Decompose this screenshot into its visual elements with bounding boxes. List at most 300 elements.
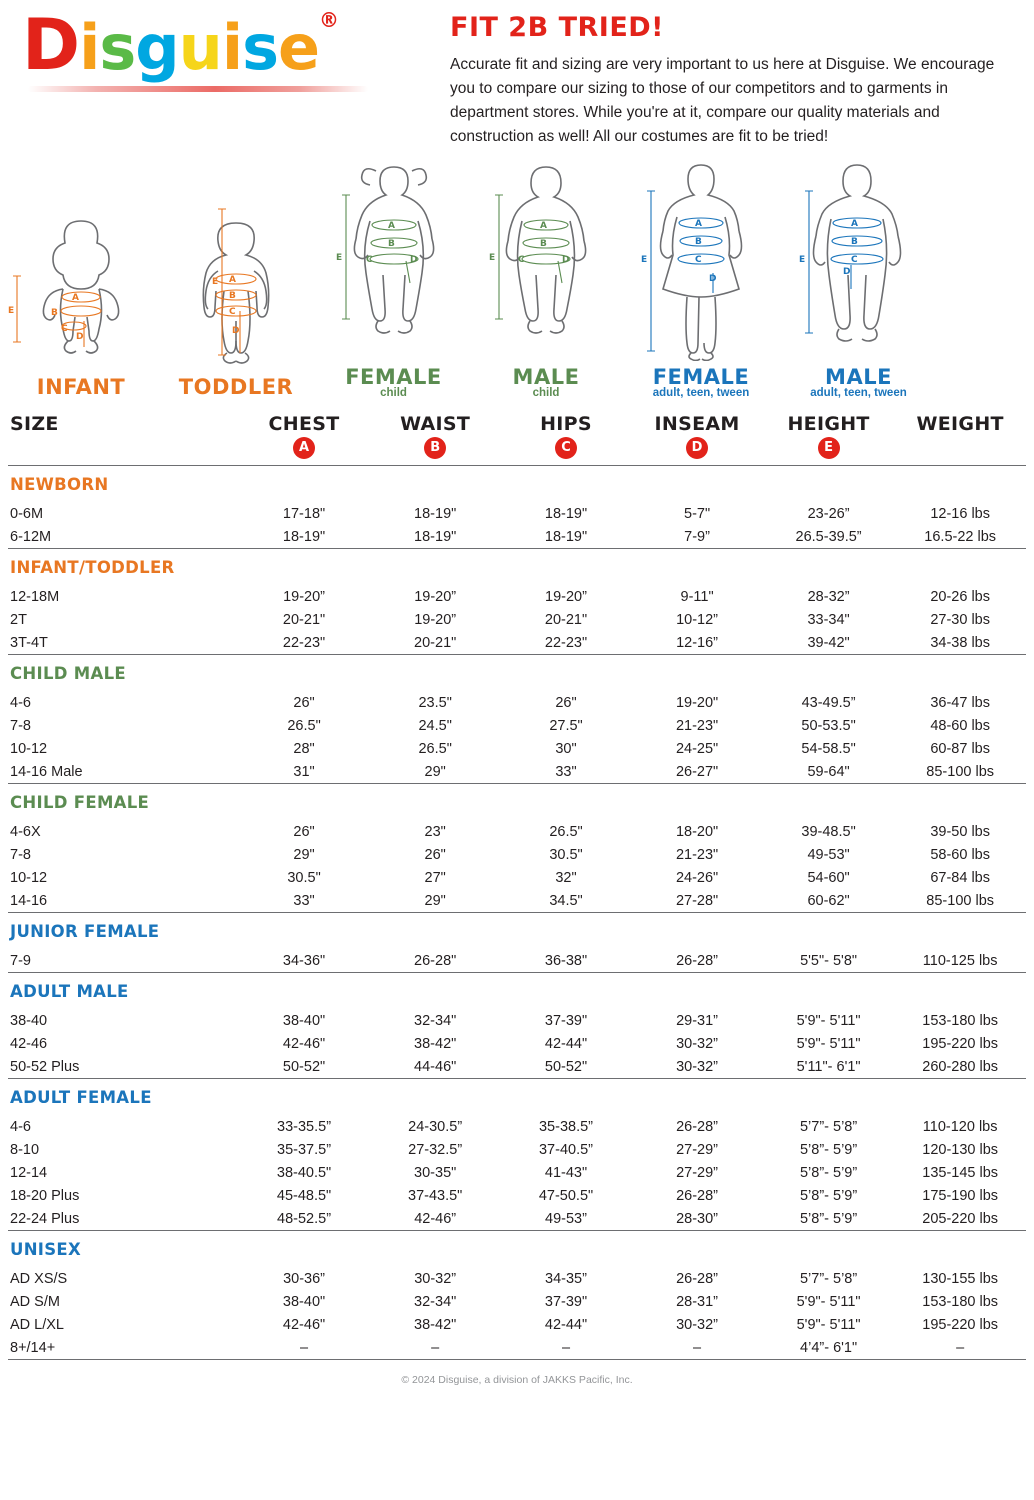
toddler-figure-svg bbox=[156, 171, 316, 371]
cell-height: 5'9"- 5'11" bbox=[796, 1035, 861, 1052]
cell-inseam: 5-7" bbox=[684, 505, 711, 522]
adult-female-illustration bbox=[621, 161, 781, 361]
cell-chest: 17-18" bbox=[282, 505, 326, 522]
col-header-size: SIZE bbox=[10, 413, 59, 436]
group-header-label: UNISEX bbox=[10, 1240, 82, 1260]
table-head bbox=[8, 413, 1026, 465]
cell-waist: 19-20” bbox=[414, 611, 457, 628]
cell-inseam: 9-11" bbox=[680, 588, 714, 605]
cell-weight: 60-87 lbs bbox=[930, 740, 990, 757]
svg-text:B: B bbox=[851, 237, 858, 248]
table-row bbox=[8, 1161, 1026, 1184]
cell-size: 8+/14+ bbox=[10, 1339, 56, 1356]
svg-text:D: D bbox=[76, 332, 84, 343]
group-header-row bbox=[8, 913, 1026, 950]
cell-size: 6-12M bbox=[10, 528, 52, 545]
cell-chest: 38-40" bbox=[282, 1012, 326, 1029]
cell-chest: 33-35.5” bbox=[277, 1118, 332, 1135]
group-header-row bbox=[8, 784, 1026, 821]
logo-letter-e: e bbox=[277, 11, 320, 84]
table-row bbox=[8, 525, 1026, 548]
figure-sublabel-child-female: child bbox=[380, 387, 407, 400]
cell-waist: 18-19" bbox=[414, 505, 457, 522]
cell-hips: 34.5" bbox=[549, 892, 583, 909]
badge-cell-waist bbox=[370, 437, 501, 465]
cell-inseam: – bbox=[693, 1339, 702, 1356]
cell-hips: 34-35” bbox=[545, 1270, 587, 1287]
table-row bbox=[8, 760, 1026, 783]
cell-waist: 30-35" bbox=[414, 1164, 457, 1181]
col-header-waist: WAIST bbox=[400, 413, 471, 436]
table-row bbox=[8, 1138, 1026, 1161]
cell-weight: 110-120 lbs bbox=[922, 1118, 998, 1135]
table-row bbox=[8, 1313, 1026, 1336]
cell-hips: 42-44" bbox=[544, 1316, 588, 1333]
table-row bbox=[8, 866, 1026, 889]
svg-text:D: D bbox=[562, 255, 570, 266]
group-header-row bbox=[8, 1079, 1026, 1116]
badge-b: B bbox=[424, 437, 446, 459]
figure-child-male bbox=[471, 161, 621, 399]
cell-inseam: 28-30” bbox=[676, 1210, 719, 1227]
cell-weight: 34-38 lbs bbox=[930, 634, 990, 651]
adult-male-illustration bbox=[781, 161, 936, 361]
group-header-label: ADULT FEMALE bbox=[10, 1088, 152, 1108]
cell-hips: 41-43" bbox=[544, 1164, 588, 1181]
registered-mark: ® bbox=[319, 8, 339, 32]
cell-hips: 42-44" bbox=[544, 1035, 588, 1052]
table-row bbox=[8, 1184, 1026, 1207]
cell-height: 5'9"- 5'11" bbox=[796, 1012, 861, 1029]
cell-size: 10-12 bbox=[10, 740, 48, 757]
logo-letter-d: D bbox=[22, 4, 80, 86]
cell-waist: 38-42" bbox=[414, 1316, 457, 1333]
cell-chest: 29" bbox=[293, 846, 315, 863]
cell-hips: 37-39" bbox=[544, 1293, 588, 1310]
cell-height: 54-60" bbox=[807, 869, 850, 886]
cell-inseam: 26-28” bbox=[676, 1118, 719, 1135]
cell-waist: 38-42" bbox=[414, 1035, 457, 1052]
cell-height: 4’4”- 6'1" bbox=[800, 1339, 858, 1356]
cell-chest: 30.5" bbox=[287, 869, 321, 886]
table-row bbox=[8, 608, 1026, 631]
table-body bbox=[8, 465, 1026, 1360]
badge-cell-inseam bbox=[631, 437, 763, 465]
cell-hips: 26.5" bbox=[549, 823, 583, 840]
table-row bbox=[8, 714, 1026, 737]
group-header-row bbox=[8, 973, 1026, 1010]
cell-waist: 32-34" bbox=[414, 1012, 457, 1029]
table-row bbox=[8, 949, 1026, 972]
cell-height: 5’7”- 5’8” bbox=[799, 1270, 858, 1287]
cell-weight: 175-190 lbs bbox=[922, 1187, 999, 1204]
svg-text:D: D bbox=[410, 255, 418, 266]
cell-weight: 20-26 lbs bbox=[930, 588, 990, 605]
cell-inseam: 18-20" bbox=[675, 823, 719, 840]
group-header-label: INFANT/TODDLER bbox=[10, 558, 175, 578]
logo-underline-swoosh bbox=[28, 86, 368, 92]
cell-chest: 20-21" bbox=[282, 611, 326, 628]
svg-text:D: D bbox=[843, 267, 851, 278]
svg-text:E: E bbox=[489, 253, 496, 264]
table-row bbox=[8, 1009, 1026, 1032]
size-table-wrap bbox=[0, 399, 1034, 1360]
cell-height: 5'9"- 5'11" bbox=[796, 1316, 861, 1333]
cell-inseam: 24-26" bbox=[675, 869, 719, 886]
cell-chest: 26.5" bbox=[287, 717, 321, 734]
logo-letter-i2: i bbox=[221, 11, 243, 84]
cell-weight: 58-60 lbs bbox=[930, 846, 990, 863]
svg-text:B: B bbox=[540, 239, 547, 250]
cell-hips: 32" bbox=[555, 869, 577, 886]
cell-hips: 50-52" bbox=[544, 1058, 588, 1075]
figure-label-infant: INFANT bbox=[36, 375, 126, 400]
figure-adult-female bbox=[621, 161, 781, 399]
brand-logo bbox=[12, 4, 442, 149]
cell-hips: 33" bbox=[555, 763, 577, 780]
col-header-hips: HIPS bbox=[540, 413, 592, 436]
cell-height: 60-62" bbox=[807, 892, 850, 909]
cell-chest: 42-46" bbox=[282, 1316, 326, 1333]
cell-weight: 195-220 lbs bbox=[922, 1316, 999, 1333]
svg-text:B: B bbox=[695, 237, 702, 248]
cell-size: 4-6 bbox=[10, 1118, 31, 1135]
svg-text:C: C bbox=[61, 324, 68, 335]
cell-waist: 23.5" bbox=[418, 694, 452, 711]
table-row bbox=[8, 1267, 1026, 1290]
badge-c: C bbox=[555, 437, 577, 459]
cell-inseam: 24-25" bbox=[675, 740, 719, 757]
table-row bbox=[8, 585, 1026, 608]
group-header-row bbox=[8, 549, 1026, 586]
cell-inseam: 26-28” bbox=[676, 1270, 719, 1287]
cell-hips: 30.5" bbox=[549, 846, 583, 863]
table-row bbox=[8, 1055, 1026, 1078]
cell-inseam: 28-31” bbox=[676, 1293, 719, 1310]
cell-size: 10-12 bbox=[10, 869, 48, 886]
cell-chest: 22-23" bbox=[282, 634, 326, 651]
svg-text:E: E bbox=[8, 306, 15, 317]
cell-inseam: 27-28" bbox=[675, 892, 719, 909]
cell-size: 14-16 bbox=[10, 892, 48, 909]
logo-letter-g: g bbox=[135, 11, 179, 84]
badge-row bbox=[8, 437, 1026, 465]
svg-text:A: A bbox=[540, 221, 547, 232]
cell-weight: 153-180 lbs bbox=[922, 1293, 999, 1310]
infant-illustration bbox=[6, 171, 156, 371]
cell-height: 5’8”- 5’9” bbox=[799, 1210, 858, 1227]
cell-waist: 24-30.5” bbox=[408, 1118, 463, 1135]
cell-chest: 28" bbox=[293, 740, 315, 757]
cell-waist: 20-21" bbox=[414, 634, 457, 651]
cell-height: 59-64" bbox=[807, 763, 850, 780]
cell-size: AD S/M bbox=[10, 1293, 60, 1310]
col-header-inseam: INSEAM bbox=[654, 413, 740, 436]
cell-weight: 85-100 lbs bbox=[926, 892, 995, 909]
logo-wordmark bbox=[22, 4, 442, 86]
svg-text:C: C bbox=[229, 307, 236, 318]
cell-height: 5'5"- 5'8" bbox=[800, 952, 858, 969]
svg-text:C: C bbox=[851, 255, 858, 266]
cell-height: 5’8”- 5’9” bbox=[799, 1141, 858, 1158]
cell-height: 26.5-39.5” bbox=[795, 528, 862, 545]
badge-a: A bbox=[293, 437, 315, 459]
col-header-chest: CHEST bbox=[268, 413, 340, 436]
cell-chest: 50-52" bbox=[282, 1058, 326, 1075]
cell-chest: 33" bbox=[293, 892, 315, 909]
cell-weight: 12-16 lbs bbox=[930, 505, 990, 522]
cell-chest: 45-48.5" bbox=[276, 1187, 332, 1204]
cell-inseam: 7-9” bbox=[684, 528, 710, 545]
cell-chest: 30-36” bbox=[283, 1270, 325, 1287]
figure-toddler bbox=[156, 171, 316, 399]
cell-size: 18-20 Plus bbox=[10, 1187, 80, 1204]
cell-height: 5'9"- 5'11" bbox=[796, 1293, 861, 1310]
cell-waist: 42-46” bbox=[414, 1210, 457, 1227]
cell-chest: 35-37.5” bbox=[277, 1141, 332, 1158]
group-header-row bbox=[8, 466, 1026, 503]
cell-hips: 47-50.5" bbox=[538, 1187, 594, 1204]
cell-hips: 22-23" bbox=[544, 634, 588, 651]
cell-waist: 18-19" bbox=[414, 528, 457, 545]
cell-size: 12-18M bbox=[10, 588, 60, 605]
logo-letter-s2: s bbox=[242, 11, 278, 84]
svg-text:A: A bbox=[72, 293, 79, 304]
table-row bbox=[8, 820, 1026, 843]
col-header-height: HEIGHT bbox=[787, 413, 870, 436]
svg-text:C: C bbox=[695, 255, 702, 266]
cell-waist: – bbox=[431, 1339, 440, 1356]
col-header-weight: WEIGHT bbox=[916, 413, 1004, 436]
cell-hips: 19-20” bbox=[545, 588, 587, 605]
table-row bbox=[8, 1290, 1026, 1313]
table-row bbox=[8, 843, 1026, 866]
cell-inseam: 12-16” bbox=[676, 634, 719, 651]
cell-size: AD XS/S bbox=[10, 1270, 68, 1287]
cell-size: 8-10 bbox=[10, 1141, 40, 1158]
cell-size: 50-52 Plus bbox=[10, 1058, 80, 1075]
cell-size: 7-9 bbox=[10, 952, 31, 969]
cell-size: 3T-4T bbox=[10, 634, 48, 651]
cell-hips: 35-38.5” bbox=[538, 1118, 593, 1135]
cell-waist: 19-20” bbox=[414, 588, 457, 605]
cell-hips: 36-38" bbox=[544, 952, 588, 969]
svg-text:D: D bbox=[232, 326, 240, 337]
figure-label-child-male: MALE bbox=[512, 365, 580, 390]
cell-waist: 27-32.5” bbox=[408, 1141, 463, 1158]
cell-size: 0-6M bbox=[10, 505, 44, 522]
cell-hips: 30" bbox=[555, 740, 577, 757]
intro-block bbox=[442, 10, 1022, 149]
cell-chest: 26" bbox=[293, 823, 315, 840]
cell-weight: 16.5-22 lbs bbox=[924, 528, 997, 545]
cell-inseam: 26-28” bbox=[676, 1187, 719, 1204]
infant-figure-svg bbox=[6, 171, 156, 371]
cell-chest: 31" bbox=[293, 763, 315, 780]
cell-hips: 37-39" bbox=[544, 1012, 588, 1029]
cell-height: 43-49.5” bbox=[801, 694, 856, 711]
cell-size: 42-46 bbox=[10, 1035, 48, 1052]
svg-text:A: A bbox=[695, 219, 702, 230]
group-header-label: CHILD FEMALE bbox=[10, 793, 150, 813]
child-female-illustration bbox=[316, 161, 471, 361]
footer-copyright: © 2024 Disguise, a division of JAKKS Pacific, Inc. bbox=[401, 1374, 633, 1387]
cell-waist: 26-28" bbox=[414, 952, 457, 969]
cell-size: 38-40 bbox=[10, 1012, 48, 1029]
cell-inseam: 27-29” bbox=[676, 1164, 719, 1181]
cell-inseam: 19-20" bbox=[675, 694, 719, 711]
group-header-label: NEWBORN bbox=[10, 475, 109, 495]
cell-waist: 26" bbox=[424, 846, 446, 863]
figure-adult-male bbox=[781, 161, 936, 399]
cell-waist: 29" bbox=[424, 763, 446, 780]
cell-weight: 36-47 lbs bbox=[930, 694, 990, 711]
group-header-label: JUNIOR FEMALE bbox=[10, 922, 160, 942]
table-row bbox=[8, 691, 1026, 714]
cell-hips: 18-19" bbox=[544, 505, 588, 522]
cell-size: 14-16 Male bbox=[10, 763, 83, 780]
table-row bbox=[8, 631, 1026, 654]
figure-sublabel-adult-female: adult, teen, tween bbox=[652, 387, 750, 400]
svg-text:B: B bbox=[388, 239, 395, 250]
cell-height: 5’8”- 5’9” bbox=[799, 1164, 858, 1181]
cell-size: 12-14 bbox=[10, 1164, 48, 1181]
cell-waist: 37-43.5" bbox=[408, 1187, 463, 1204]
figure-label-toddler: TODDLER bbox=[178, 375, 294, 400]
cell-waist: 29" bbox=[424, 892, 446, 909]
cell-weight: 110-125 lbs bbox=[922, 952, 998, 969]
badge-d: D bbox=[686, 437, 708, 459]
cell-chest: 34-36" bbox=[282, 952, 326, 969]
cell-inseam: 30-32” bbox=[676, 1316, 719, 1333]
adult-male-figure-svg bbox=[781, 161, 936, 361]
header-row bbox=[8, 413, 1026, 437]
figure-sublabel-child-male: child bbox=[532, 387, 560, 400]
cell-size: 7-8 bbox=[10, 717, 31, 734]
cell-height: 28-32” bbox=[807, 588, 850, 605]
cell-height: 23-26” bbox=[807, 505, 850, 522]
cell-inseam: 27-29” bbox=[676, 1141, 719, 1158]
cell-hips: 37-40.5” bbox=[538, 1141, 593, 1158]
svg-text:D: D bbox=[709, 274, 717, 285]
figure-label-child-female: FEMALE bbox=[345, 365, 442, 390]
table-row bbox=[8, 889, 1026, 912]
cell-chest: – bbox=[300, 1339, 309, 1356]
toddler-illustration bbox=[156, 171, 316, 371]
cell-weight: 135-145 lbs bbox=[922, 1164, 999, 1181]
cell-hips: 49-53” bbox=[545, 1210, 587, 1227]
cell-waist: 26.5" bbox=[418, 740, 452, 757]
table-row bbox=[8, 1115, 1026, 1138]
cell-weight: 67-84 lbs bbox=[930, 869, 990, 886]
group-header-row bbox=[8, 1231, 1026, 1268]
cell-waist: 32-34" bbox=[414, 1293, 457, 1310]
group-header-label: CHILD MALE bbox=[10, 664, 126, 684]
cell-hips: 27.5" bbox=[549, 717, 583, 734]
cell-height: 54-58.5" bbox=[801, 740, 856, 757]
cell-inseam: 30-32” bbox=[676, 1058, 719, 1075]
table-row bbox=[8, 1207, 1026, 1230]
badge-cell-hips bbox=[501, 437, 632, 465]
cell-waist: 44-46" bbox=[414, 1058, 457, 1075]
badge-cell-chest bbox=[238, 437, 369, 465]
svg-text:A: A bbox=[388, 221, 395, 232]
page-title: FIT 2B TRIED! bbox=[450, 12, 664, 43]
svg-text:E: E bbox=[799, 255, 806, 266]
cell-height: 33-34" bbox=[807, 611, 850, 628]
group-header-label: ADULT MALE bbox=[10, 982, 129, 1002]
cell-chest: 18-19" bbox=[282, 528, 326, 545]
cell-height: 5’8”- 5’9” bbox=[799, 1187, 858, 1204]
figure-child-female bbox=[316, 161, 471, 399]
cell-waist: 24.5" bbox=[418, 717, 452, 734]
cell-inseam: 10-12” bbox=[676, 611, 719, 628]
cell-height: 50-53.5" bbox=[801, 717, 856, 734]
cell-chest: 26" bbox=[293, 694, 315, 711]
svg-text:C: C bbox=[366, 255, 373, 266]
child-male-illustration bbox=[471, 161, 621, 361]
svg-text:A: A bbox=[229, 275, 236, 286]
cell-height: 39-42" bbox=[807, 634, 850, 651]
cell-hips: 26" bbox=[555, 694, 577, 711]
cell-size: AD L/XL bbox=[10, 1316, 64, 1333]
cell-chest: 48-52.5” bbox=[277, 1210, 332, 1227]
cell-chest: 42-46" bbox=[282, 1035, 326, 1052]
cell-hips: 20-21" bbox=[544, 611, 588, 628]
figure-label-adult-female: FEMALE bbox=[652, 365, 750, 390]
svg-text:E: E bbox=[212, 277, 219, 288]
cell-waist: 27" bbox=[424, 869, 446, 886]
table-row bbox=[8, 1032, 1026, 1055]
svg-text:C: C bbox=[518, 255, 525, 266]
cell-height: 49-53" bbox=[807, 846, 850, 863]
cell-chest: 38-40" bbox=[282, 1293, 326, 1310]
intro-paragraph: Accurate fit and sizing are very important to us here at Disguise. We encourage you to compare our sizing to those of our competitors and to garments in department stores. While you're at it, compare our quality materials and construction as well! All our costumes are fit to be tried! bbox=[450, 56, 995, 146]
cell-height: 5'11"- 6'1" bbox=[796, 1058, 861, 1075]
table-row bbox=[8, 1336, 1026, 1359]
cell-weight: 205-220 lbs bbox=[922, 1210, 999, 1227]
badge-cell-size bbox=[8, 437, 238, 465]
group-header-row bbox=[8, 655, 1026, 692]
svg-text:B: B bbox=[51, 308, 58, 319]
badge-e: E bbox=[818, 437, 840, 459]
figure-label-adult-male: MALE bbox=[825, 365, 892, 390]
cell-height: 5’7”- 5’8” bbox=[799, 1118, 858, 1135]
svg-text:B: B bbox=[229, 291, 236, 302]
badge-cell-height bbox=[763, 437, 894, 465]
cell-chest: 38-40.5" bbox=[276, 1164, 332, 1181]
logo-letter-i: i bbox=[79, 11, 100, 84]
logo-letter-s: s bbox=[99, 11, 136, 84]
child-male-figure-svg bbox=[471, 161, 621, 361]
adult-female-figure-svg bbox=[621, 161, 781, 361]
cell-inseam: 29-31” bbox=[676, 1012, 719, 1029]
cell-weight: 195-220 lbs bbox=[922, 1035, 999, 1052]
figure-infant bbox=[6, 171, 156, 399]
cell-size: 4-6 bbox=[10, 694, 31, 711]
figure-sublabel-adult-male: adult, teen, tween bbox=[810, 387, 907, 400]
table-row bbox=[8, 737, 1026, 760]
cell-inseam: 30-32” bbox=[676, 1035, 719, 1052]
header bbox=[0, 0, 1034, 149]
svg-text:E: E bbox=[641, 255, 648, 266]
cell-size: 2T bbox=[10, 611, 27, 628]
cell-hips: 18-19" bbox=[544, 528, 588, 545]
svg-text:A: A bbox=[851, 219, 858, 230]
cell-waist: 23" bbox=[424, 823, 446, 840]
cell-size: 7-8 bbox=[10, 846, 31, 863]
logo-letter-u: u bbox=[178, 11, 222, 84]
